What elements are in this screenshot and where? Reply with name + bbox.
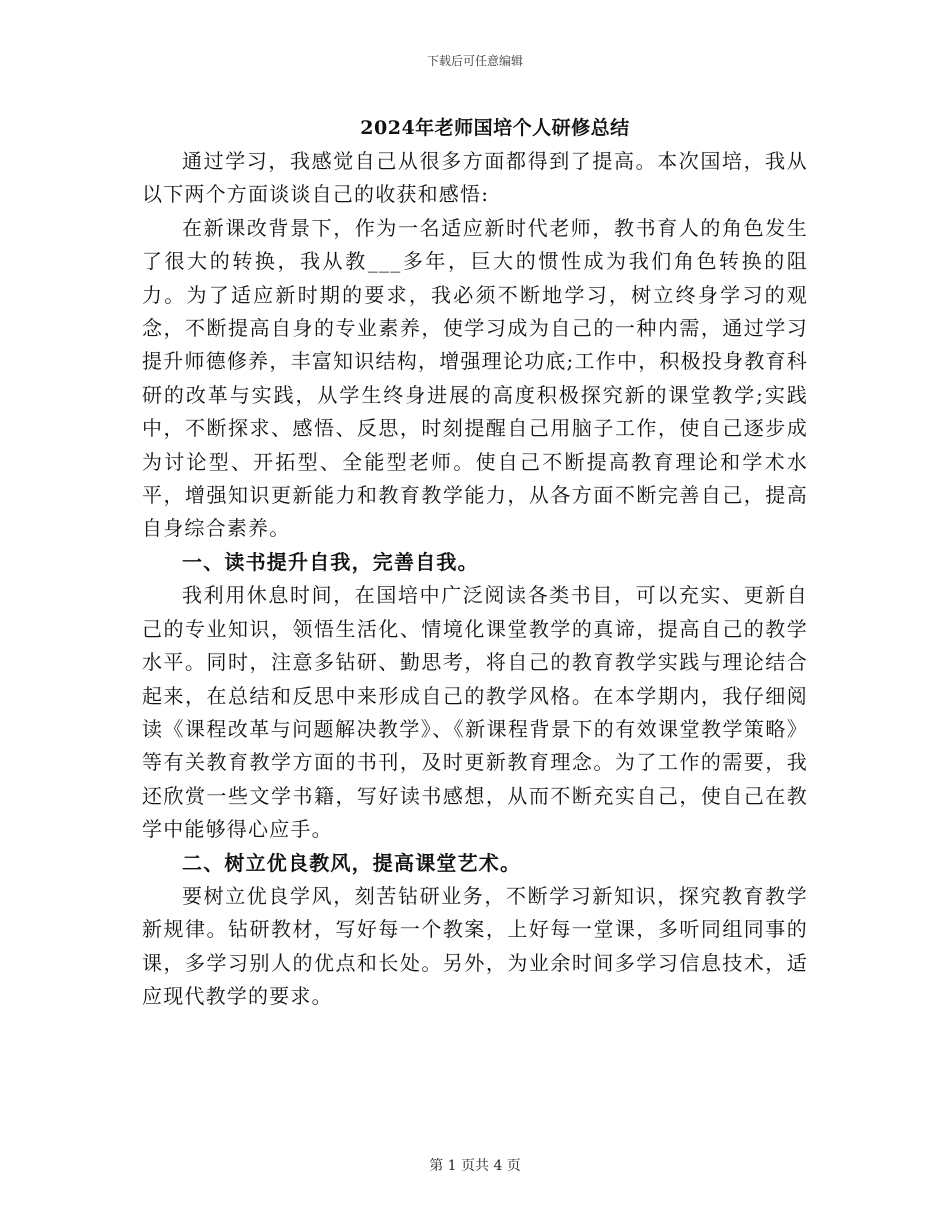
- document-title: 2024年老师国培个人研修总结: [360, 117, 630, 139]
- intro-paragraph: 通过学习，我感觉自己从很多方面都得到了提高。本次国培，我从以下两个方面谈谈自己的收获和感悟:: [142, 149, 808, 207]
- background-paragraph: 在新课改背景下，作为一名适应新时代老师，教书育人的角色发生了很大的转换，我从教___多年，巨大的惯性成为我们角色转换的阻力。为了适应新时期的要求，我必须不断地学习，树立终身学习的观念，不断提高自身的专业素养，使学习成为自己的一种内需，通过学习提升师德修养，丰富知识结构，增强理论功底;工作中，积极投身教育科研的改革与实践，从学生终身进展的高度积极探究新的课堂教学;实践中，不断探求、感悟、反思，时刻提醒自己用脑子工作，使自己逐步成为讨论型、开拓型、全能型老师。使自己不断提高教育理论和学术水平，增强知识更新能力和教育教学能力，从各方面不断完善自己，提高自身综合素养。: [142, 215, 808, 541]
- page-header-note: 下载后可任意编辑: [426, 54, 523, 68]
- section-heading-teaching: 二、树立优良教风，提高课堂艺术。: [182, 850, 522, 875]
- document-body: [142, 145, 808, 1014]
- teaching-paragraph: 要树立优良学风，刻苦钻研业务，不断学习新知识，探究教育教学新规律。钻研教材，写好每一个教案，上好每一堂课，多听同组同事的课，多学习别人的优点和长处。另外，为业余时间多学习信息技术，适应现代教学的要求。: [142, 883, 808, 1009]
- page-footer-number: 第 1 页共 4 页: [429, 1158, 521, 1174]
- reading-paragraph: 我利用休息时间，在国培中广泛阅读各类书目，可以充实、更新自己的专业知识，领悟生活化、情境化课堂教学的真谛，提高自己的教学水平。同时，注意多钻研、勤思考，将自己的教育教学实践与理论结合起来，在总结和反思中来形成自己的教学风格。在本学期内，我仔细阅读《课程改革与问题解决教学》、《新课程背景下的有效课堂教学策略》等有关教育教学方面的书刊，及时更新教育理念。为了工作的需要，我还欣赏一些文学书籍，写好读书感想，从而不断充实自己，使自己在教学中能够得心应手。: [142, 583, 808, 842]
- section-heading-reading: 一、读书提升自我，完善自我。: [182, 549, 479, 574]
